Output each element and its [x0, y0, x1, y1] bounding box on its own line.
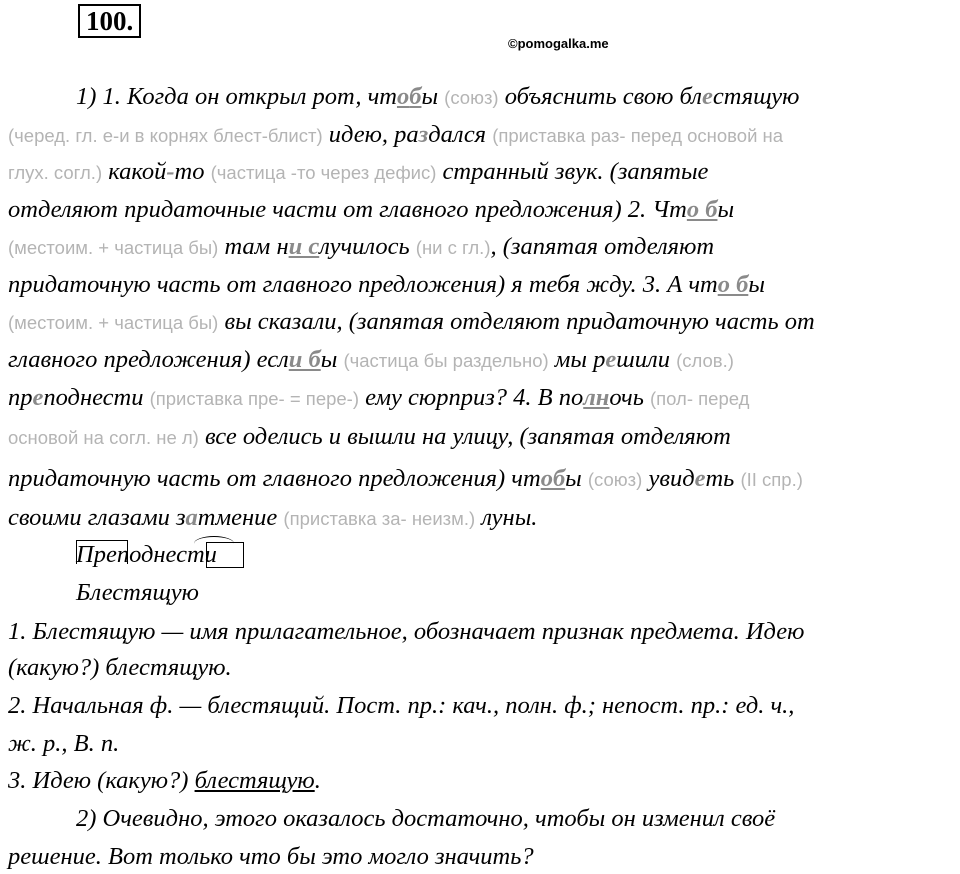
grammar-comment: (частица -то через дефис) — [210, 162, 437, 183]
analysis-line-4: ж. р., В. п. — [8, 730, 120, 757]
text-segment: тмение — [197, 504, 284, 531]
text-line-11 — [8, 464, 803, 495]
text-segment: дался — [428, 121, 493, 148]
highlighted-letter: е — [701, 83, 713, 110]
text-segment: там н — [218, 233, 289, 260]
text-line-12 — [8, 503, 537, 534]
text-segment: . — [314, 767, 321, 794]
text-line-5 — [8, 232, 714, 263]
highlighted-letter: е — [32, 384, 44, 411]
exercise-number: 100. — [78, 4, 141, 38]
highlighted-hyphen: - — [166, 158, 175, 185]
grammar-comment: (приставка за- неизм.) — [283, 508, 476, 529]
analysis-line-2: (какую?) блестящую. — [8, 654, 232, 681]
text-segment: мы р — [548, 346, 606, 373]
text-segment: , (запятая отделяют — [490, 233, 715, 260]
grammar-comment: (черед. гл. е-и в корнях блест-блист) — [8, 125, 323, 146]
highlighted-letters: лн — [583, 384, 610, 411]
text-segment: все оделись и вышли на улицу, (запятая отделяют — [198, 423, 731, 450]
text-segment: какой — [102, 158, 167, 185]
text-segment: 3. Идею (какую?) — [8, 767, 195, 794]
grammar-comment: (частица бы раздельно) — [343, 350, 549, 371]
underlined-word: блестящую — [194, 767, 315, 794]
analysis-line-1: 1. Блестящую — имя прилагательное, обозначает признак предмета. Идею — [8, 618, 805, 645]
morphemic-parsing — [76, 536, 246, 572]
text-segment: очь — [609, 384, 650, 411]
analysis-word: Блестящую — [76, 579, 199, 606]
highlighted-letter: б — [409, 83, 422, 110]
text-line-1 — [76, 82, 799, 113]
highlighted-letter: е — [694, 465, 706, 492]
text-segment: странный звук. (запятые — [436, 158, 709, 185]
grammar-comment: (приставка раз- перед основой на — [492, 125, 784, 146]
text-line-6 — [8, 270, 765, 300]
text-segment: придаточную часть от главного предложения) я тебя жду. 3. А чт — [8, 271, 718, 298]
grammar-comment: (союз) — [587, 469, 643, 490]
highlighted-letter: а — [185, 504, 198, 531]
highlighted-letter: з — [418, 121, 429, 148]
text-line-4 — [8, 195, 734, 225]
grammar-comment: (ни с гл.) — [415, 237, 491, 258]
grammar-comment: (местоим. + частица бы) — [8, 237, 219, 258]
text-segment: объяснить свою бл — [498, 83, 702, 110]
grammar-comment: основой на согл. не л) — [8, 427, 199, 448]
analysis-line-3: 2. Начальная ф. — блестящий. Пост. пр.: кач., полн. ф.; непост. пр.: ед. ч., — [8, 692, 795, 719]
text-segment: увид — [642, 465, 695, 492]
text-segment: ы — [717, 196, 735, 223]
grammar-comment: глух. согл.) — [8, 162, 103, 183]
text-segment: ть — [705, 465, 741, 492]
text-segment: ы — [565, 465, 588, 492]
text-segment: отделяют придаточные части от главного предложения) 2. Чт — [8, 196, 687, 223]
text-segment: ему сюрприз? 4. В по — [359, 384, 584, 411]
text-segment: своими глазами з — [8, 504, 186, 531]
text-segment: придаточную часть от главного предложения) чт — [8, 465, 541, 492]
grammar-comment: (союз) — [444, 87, 499, 108]
text-segment: лучилось — [319, 233, 416, 260]
highlighted-letters: о б — [717, 271, 749, 298]
text-segment: то — [174, 158, 211, 185]
text-segment: ы — [421, 83, 445, 110]
text-line-8 — [8, 345, 734, 376]
text-segment: пр — [8, 384, 33, 411]
text-line-10 — [8, 422, 731, 453]
highlighted-letter: е — [605, 346, 617, 373]
grammar-comment: (II спр.) — [740, 469, 803, 490]
analysis-line-5 — [8, 766, 321, 796]
highlighted-letters: и с — [288, 233, 320, 260]
text-segment: луны. — [475, 504, 538, 531]
morphemic-word: Преподнести — [76, 541, 217, 568]
text-line-3 — [8, 157, 708, 188]
part2-line-2: решение. Вот только что бы это могло значить? — [8, 843, 534, 870]
text-segment: 1) 1. Когда он открыл рот, чт — [76, 83, 397, 110]
text-segment: ы — [748, 271, 765, 298]
grammar-comment: (местоим. + частица бы) — [8, 312, 219, 333]
text-segment: стящую — [712, 83, 800, 110]
highlighted-letters: и б — [288, 346, 321, 373]
text-segment: главного предложения) есл — [8, 346, 289, 373]
text-line-7 — [8, 307, 815, 338]
grammar-comment: (слов.) — [676, 350, 734, 371]
text-line-2 — [8, 120, 783, 151]
text-segment: вы сказали, (запятая отделяют придаточную часть от — [218, 308, 815, 335]
text-segment: шили — [616, 346, 677, 373]
watermark: ©pomogalka.me — [508, 36, 609, 51]
highlighted-letter: о — [396, 83, 410, 110]
text-segment: поднести — [43, 384, 150, 411]
highlighted-letters: об — [540, 465, 566, 492]
grammar-comment: (приставка пре- = пере-) — [149, 388, 360, 409]
grammar-comment: (пол- перед — [649, 388, 750, 409]
part2-line-1: 2) Очевидно, этого оказалось достаточно, чтобы он изменил своё — [76, 805, 776, 832]
text-line-9 — [8, 383, 749, 414]
text-segment: идею, ра — [322, 121, 419, 148]
highlighted-letters: о б — [686, 196, 718, 223]
text-segment: ы — [320, 346, 344, 373]
